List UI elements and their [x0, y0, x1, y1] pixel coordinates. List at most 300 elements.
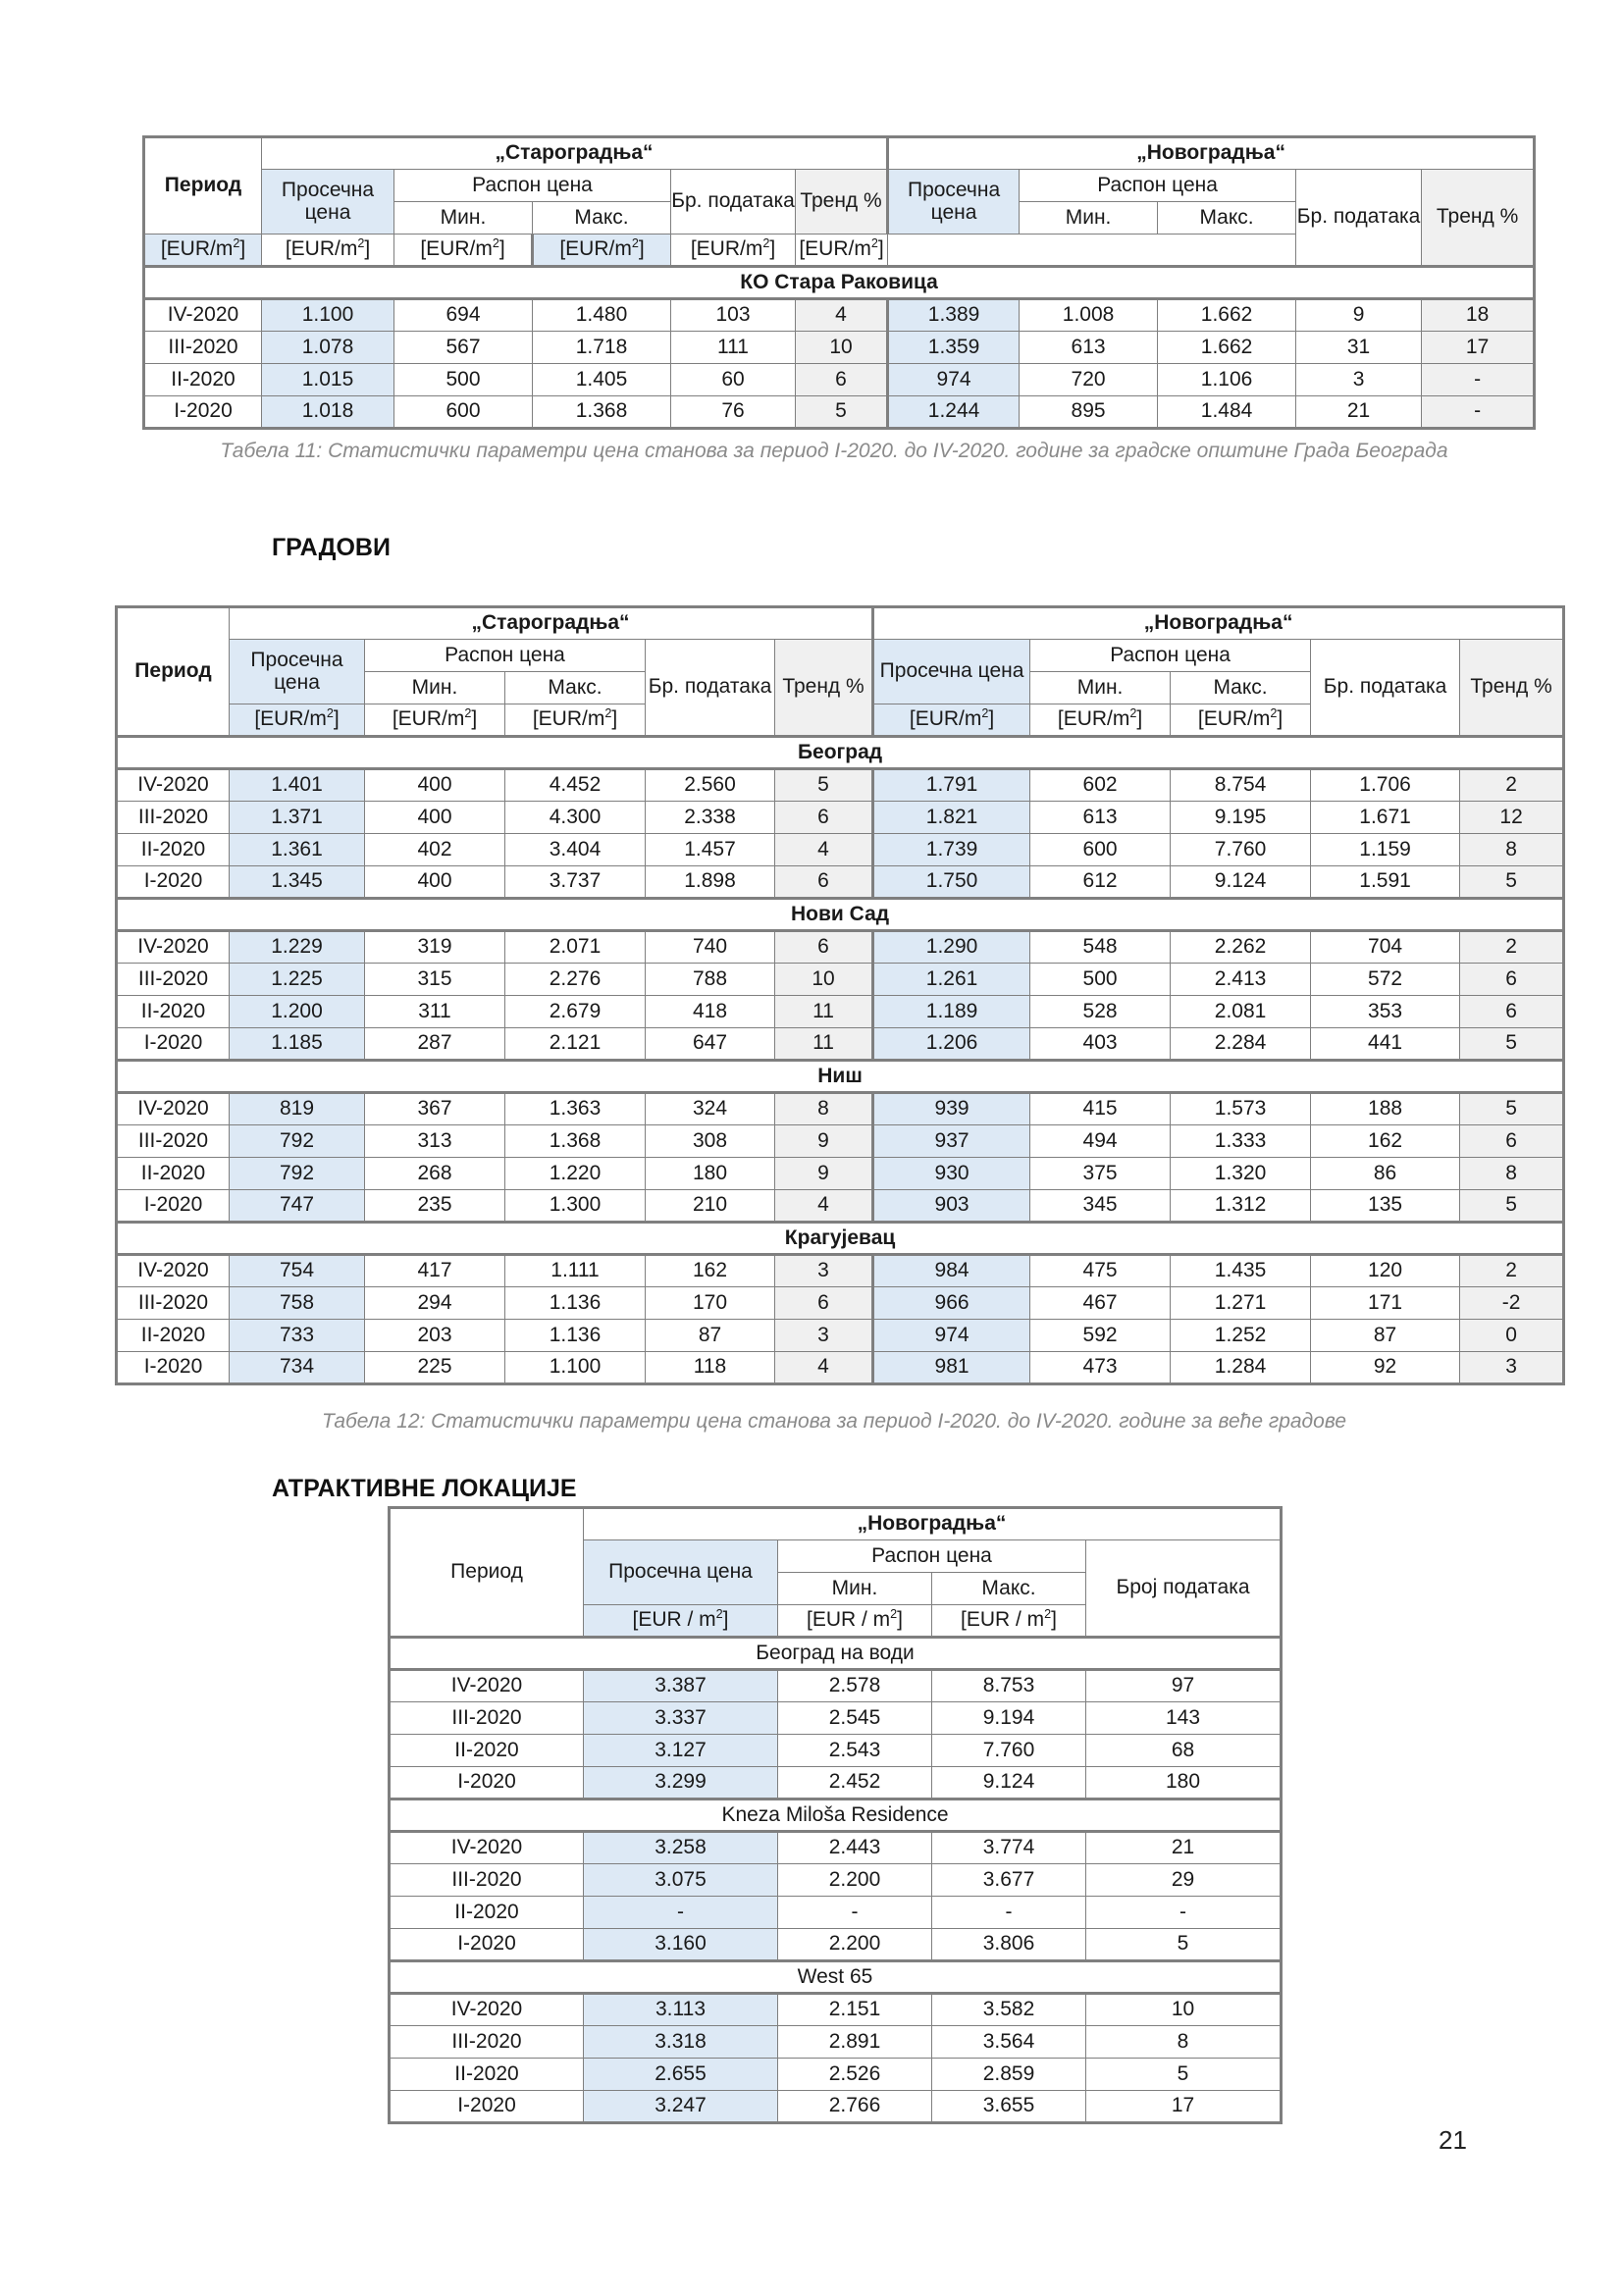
new-min-price-cell: 500 [1030, 964, 1171, 996]
new-min-price-cell: 720 [1020, 364, 1158, 396]
new-avg-price-cell: 903 [873, 1190, 1030, 1223]
old-max-price-cell: 3.404 [505, 834, 646, 866]
old-max-price-cell: 1.220 [505, 1158, 646, 1190]
new-count-cell: 31 [1296, 332, 1422, 364]
min-price-cell: 2.891 [778, 2026, 932, 2059]
unit-label: $[EUR/m^2]$ [505, 704, 646, 737]
period-cell: I-2020 [144, 396, 262, 429]
new-max-price-cell: 1.662 [1158, 299, 1296, 332]
section-header: West 65 [390, 1961, 1282, 1994]
new-count-cell: 441 [1311, 1028, 1460, 1061]
table-row [390, 1735, 1282, 1767]
min-price-cell: 2.200 [778, 1929, 932, 1961]
new-avg-price-cell: 1.389 [888, 299, 1020, 332]
new-max-price-cell: 2.284 [1171, 1028, 1311, 1061]
new-trend-cell: - [1422, 364, 1535, 396]
table-row [390, 1702, 1282, 1735]
new-count-cell: 1.706 [1311, 769, 1460, 802]
period-cell: III-2020 [390, 2026, 584, 2059]
new-max-price-cell: 1.106 [1158, 364, 1296, 396]
old-avg-price-cell: 1.345 [230, 866, 365, 899]
unit-label: $[EUR / m^2]$ [932, 1605, 1086, 1638]
new-max-price-cell: 1.484 [1158, 396, 1296, 429]
old-min-price-cell: 268 [365, 1158, 505, 1190]
max-price-cell: 9.194 [932, 1702, 1086, 1735]
new-trend-cell: 6 [1460, 996, 1564, 1028]
avg-price-cell: 3.337 [584, 1702, 778, 1735]
min-price-cell: 2.200 [778, 1864, 932, 1897]
old-count-cell: 418 [646, 996, 775, 1028]
old-trend-cell: 4 [775, 834, 873, 866]
max-header: Макс. [533, 202, 671, 235]
max-price-cell: 3.806 [932, 1929, 1086, 1961]
new-trend-cell: 2 [1460, 931, 1564, 964]
table-row [117, 1287, 1564, 1320]
table-row [117, 866, 1564, 899]
count-cell: 17 [1086, 2091, 1282, 2123]
min-price-cell: 2.151 [778, 1994, 932, 2026]
count-cell: 10 [1086, 1994, 1282, 2026]
new-max-price-cell: 8.754 [1171, 769, 1311, 802]
period-cell: III-2020 [117, 1125, 230, 1158]
min-header: Мин. [1030, 672, 1171, 704]
min-price-cell: 2.543 [778, 1735, 932, 1767]
unit-label: $[EUR/m^2]$ [394, 235, 533, 267]
new-trend-cell: 3 [1460, 1352, 1564, 1384]
max-price-cell: 9.124 [932, 1767, 1086, 1799]
avg-price-header: Просечна цена [262, 170, 394, 235]
old-max-price-cell: 1.405 [533, 364, 671, 396]
old-avg-price-cell: 1.371 [230, 802, 365, 834]
new-max-price-cell: 1.312 [1171, 1190, 1311, 1223]
period-cell: IV-2020 [390, 1670, 584, 1702]
max-header: Макс. [1171, 672, 1311, 704]
section-header: Београд на води [390, 1638, 1282, 1670]
old-count-cell: 162 [646, 1255, 775, 1287]
new-min-price-cell: 602 [1030, 769, 1171, 802]
new-min-price-cell: 475 [1030, 1255, 1171, 1287]
old-trend-cell: 6 [775, 866, 873, 899]
new-count-cell: 135 [1311, 1190, 1460, 1223]
old-max-price-cell: 4.452 [505, 769, 646, 802]
new-min-price-cell: 612 [1030, 866, 1171, 899]
table-row [117, 1158, 1564, 1190]
table-row [117, 931, 1564, 964]
table-12-caption: Табела 12: Статистички параметри цена станова за период I-2020. до IV-2020. године за веће градове [321, 1410, 1347, 1433]
old-count-cell: 76 [671, 396, 796, 429]
unit-label: $[EUR/m^2]$ [873, 704, 1030, 737]
table-row [117, 1352, 1564, 1384]
max-price-cell: 3.774 [932, 1832, 1086, 1864]
max-price-cell: 7.760 [932, 1735, 1086, 1767]
old-min-price-cell: 400 [365, 769, 505, 802]
avg-price-header: Просечна цена [584, 1540, 778, 1605]
section-header: Нови Сад [117, 899, 1564, 931]
price-range-header: Распон цена [1020, 170, 1296, 202]
old-avg-price-cell: 1.229 [230, 931, 365, 964]
min-price-cell: 2.545 [778, 1702, 932, 1735]
old-trend-cell: 10 [775, 964, 873, 996]
old-count-cell: 740 [646, 931, 775, 964]
count-cell: - [1086, 1897, 1282, 1929]
new-max-price-cell: 1.271 [1171, 1287, 1311, 1320]
avg-price-cell: 3.299 [584, 1767, 778, 1799]
table-row [117, 1028, 1564, 1061]
price-range-header: Распон цена [365, 640, 646, 672]
count-cell: 68 [1086, 1735, 1282, 1767]
old-trend-cell: 4 [796, 299, 888, 332]
new-count-cell: 1.671 [1311, 802, 1460, 834]
new-min-price-cell: 613 [1020, 332, 1158, 364]
old-count-cell: 324 [646, 1093, 775, 1125]
period-cell: III-2020 [117, 964, 230, 996]
price-range-header: Распон цена [778, 1540, 1086, 1573]
table-row [390, 1994, 1282, 2026]
new-trend-cell: 17 [1422, 332, 1535, 364]
old-count-cell: 2.338 [646, 802, 775, 834]
old-max-price-cell: 1.136 [505, 1320, 646, 1352]
new-max-price-cell: 1.320 [1171, 1158, 1311, 1190]
old-avg-price-cell: 1.200 [230, 996, 365, 1028]
period-cell: II-2020 [117, 1158, 230, 1190]
table-row [117, 1093, 1564, 1125]
new-min-price-cell: 473 [1030, 1352, 1171, 1384]
new-max-price-cell: 1.662 [1158, 332, 1296, 364]
table-row [390, 1832, 1282, 1864]
count-cell: 8 [1086, 2026, 1282, 2059]
avg-price-cell: 2.655 [584, 2059, 778, 2091]
old-avg-price-cell: 1.100 [262, 299, 394, 332]
count-cell: 143 [1086, 1702, 1282, 1735]
new-count-cell: 9 [1296, 299, 1422, 332]
min-header: Мин. [778, 1573, 932, 1605]
avg-price-cell: 3.318 [584, 2026, 778, 2059]
old-min-price-cell: 203 [365, 1320, 505, 1352]
new-avg-price-cell: 1.244 [888, 396, 1020, 429]
old-trend-cell: 11 [775, 1028, 873, 1061]
page-number: 21 [1439, 2125, 1467, 2155]
period-cell: II-2020 [117, 1320, 230, 1352]
new-max-price-cell: 1.284 [1171, 1352, 1311, 1384]
old-max-price-cell: 2.071 [505, 931, 646, 964]
new-build-header: „Новоградња“ [584, 1508, 1282, 1540]
old-min-price-cell: 294 [365, 1287, 505, 1320]
unit-label: $[EUR/m^2]$ [1171, 704, 1311, 737]
old-avg-price-cell: 1.018 [262, 396, 394, 429]
min-header: Мин. [1020, 202, 1158, 235]
new-max-price-cell: 1.573 [1171, 1093, 1311, 1125]
period-cell: III-2020 [117, 802, 230, 834]
new-count-cell: 162 [1311, 1125, 1460, 1158]
new-avg-price-cell: 1.189 [873, 996, 1030, 1028]
old-trend-cell: 11 [775, 996, 873, 1028]
min-price-cell: 2.452 [778, 1767, 932, 1799]
old-trend-cell: 5 [775, 769, 873, 802]
new-count-cell: 92 [1311, 1352, 1460, 1384]
count-header: Број података [1086, 1540, 1282, 1638]
max-price-cell: 3.655 [932, 2091, 1086, 2123]
old-min-price-cell: 313 [365, 1125, 505, 1158]
min-price-cell: 2.443 [778, 1832, 932, 1864]
table-11-caption: Табела 11: Статистички параметри цена станова за период I-2020. до IV-2020. године за градске општине Града Београда [220, 440, 1448, 462]
old-count-cell: 210 [646, 1190, 775, 1223]
old-trend-cell: 3 [775, 1320, 873, 1352]
table-row [117, 996, 1564, 1028]
count-cell: 180 [1086, 1767, 1282, 1799]
new-max-price-cell: 2.081 [1171, 996, 1311, 1028]
old-max-price-cell: 1.368 [505, 1125, 646, 1158]
new-trend-cell: 6 [1460, 1125, 1564, 1158]
max-header: Макс. [932, 1573, 1086, 1605]
table-11 [142, 135, 1536, 430]
max-header: Макс. [1158, 202, 1296, 235]
new-min-price-cell: 415 [1030, 1093, 1171, 1125]
new-trend-cell: 12 [1460, 802, 1564, 834]
table-row [117, 802, 1564, 834]
period-header: Период [117, 607, 230, 737]
table-row [144, 364, 1535, 396]
period-cell: III-2020 [144, 332, 262, 364]
old-max-price-cell: 3.737 [505, 866, 646, 899]
new-trend-cell: 5 [1460, 1190, 1564, 1223]
period-cell: II-2020 [117, 834, 230, 866]
old-min-price-cell: 600 [394, 396, 533, 429]
table-row [144, 299, 1535, 332]
unit-label: $[EUR/m^2]$ [365, 704, 505, 737]
new-build-header: „Новоградња“ [873, 607, 1564, 640]
new-trend-cell: 8 [1460, 834, 1564, 866]
period-cell: II-2020 [117, 996, 230, 1028]
count-cell: 5 [1086, 1929, 1282, 1961]
old-min-price-cell: 500 [394, 364, 533, 396]
new-min-price-cell: 1.008 [1020, 299, 1158, 332]
new-min-price-cell: 600 [1030, 834, 1171, 866]
period-cell: II-2020 [390, 1897, 584, 1929]
old-avg-price-cell: 758 [230, 1287, 365, 1320]
new-min-price-cell: 548 [1030, 931, 1171, 964]
new-count-cell: 171 [1311, 1287, 1460, 1320]
new-trend-cell: 5 [1460, 866, 1564, 899]
new-max-price-cell: 9.195 [1171, 802, 1311, 834]
min-price-cell: 2.578 [778, 1670, 932, 1702]
avg-price-header: Просечна цена [230, 640, 365, 704]
period-cell: IV-2020 [144, 299, 262, 332]
unit-label: $[EUR/m^2]$ [671, 235, 796, 267]
old-min-price-cell: 311 [365, 996, 505, 1028]
table-row [390, 1929, 1282, 1961]
old-max-price-cell: 1.111 [505, 1255, 646, 1287]
trend-header: Тренд % [775, 640, 873, 737]
new-avg-price-cell: 939 [873, 1093, 1030, 1125]
avg-price-cell: 3.127 [584, 1735, 778, 1767]
unit-label: $[EUR / m^2]$ [778, 1605, 932, 1638]
old-min-price-cell: 225 [365, 1352, 505, 1384]
min-header: Мин. [365, 672, 505, 704]
old-trend-cell: 4 [775, 1190, 873, 1223]
trend-header: Тренд % [1422, 170, 1535, 267]
avg-price-cell: 3.075 [584, 1864, 778, 1897]
heading-attractive-locations: АТРАКТИВНЕ ЛОКАЦИЈЕ [272, 1475, 577, 1502]
new-trend-cell: 18 [1422, 299, 1535, 332]
new-min-price-cell: 345 [1030, 1190, 1171, 1223]
avg-price-cell: 3.387 [584, 1670, 778, 1702]
avg-price-cell: - [584, 1897, 778, 1929]
new-trend-cell: 8 [1460, 1158, 1564, 1190]
old-max-price-cell: 4.300 [505, 802, 646, 834]
new-trend-cell: - [1422, 396, 1535, 429]
new-build-header: „Новоградња“ [888, 137, 1535, 170]
old-avg-price-cell: 1.361 [230, 834, 365, 866]
table-row [390, 2091, 1282, 2123]
new-trend-cell: 5 [1460, 1093, 1564, 1125]
table-12 [115, 605, 1565, 1385]
old-count-cell: 1.898 [646, 866, 775, 899]
new-max-price-cell: 9.124 [1171, 866, 1311, 899]
period-cell: IV-2020 [117, 769, 230, 802]
max-price-cell: 3.582 [932, 1994, 1086, 2026]
new-avg-price-cell: 981 [873, 1352, 1030, 1384]
new-min-price-cell: 895 [1020, 396, 1158, 429]
new-min-price-cell: 613 [1030, 802, 1171, 834]
new-avg-price-cell: 974 [873, 1320, 1030, 1352]
new-avg-price-cell: 930 [873, 1158, 1030, 1190]
old-avg-price-cell: 733 [230, 1320, 365, 1352]
table-row [390, 2026, 1282, 2059]
trend-header: Тренд % [796, 170, 888, 235]
new-count-cell: 188 [1311, 1093, 1460, 1125]
new-trend-cell: -2 [1460, 1287, 1564, 1320]
old-min-price-cell: 367 [365, 1093, 505, 1125]
new-min-price-cell: 467 [1030, 1287, 1171, 1320]
new-avg-price-cell: 1.359 [888, 332, 1020, 364]
price-range-header: Распон цена [1030, 640, 1311, 672]
old-max-price-cell: 2.121 [505, 1028, 646, 1061]
table-row [144, 332, 1535, 364]
old-avg-price-cell: 1.401 [230, 769, 365, 802]
period-cell: I-2020 [390, 1767, 584, 1799]
old-trend-cell: 6 [775, 931, 873, 964]
old-avg-price-cell: 754 [230, 1255, 365, 1287]
unit-label: $[EUR/m^2]$ [1030, 704, 1171, 737]
new-avg-price-cell: 1.261 [873, 964, 1030, 996]
new-avg-price-cell: 984 [873, 1255, 1030, 1287]
table-row [117, 1125, 1564, 1158]
old-max-price-cell: 2.276 [505, 964, 646, 996]
table-row [117, 834, 1564, 866]
heading-cities: ГРАДОВИ [272, 534, 391, 561]
old-avg-price-cell: 792 [230, 1158, 365, 1190]
table-row [144, 396, 1535, 429]
new-min-price-cell: 592 [1030, 1320, 1171, 1352]
old-avg-price-cell: 792 [230, 1125, 365, 1158]
new-trend-cell: 2 [1460, 769, 1564, 802]
period-cell: III-2020 [117, 1287, 230, 1320]
old-build-header: „Староградња“ [262, 137, 888, 170]
new-avg-price-cell: 974 [888, 364, 1020, 396]
new-count-cell: 1.591 [1311, 866, 1460, 899]
period-cell: I-2020 [117, 1028, 230, 1061]
new-avg-price-cell: 1.821 [873, 802, 1030, 834]
old-trend-cell: 3 [775, 1255, 873, 1287]
old-avg-price-cell: 1.225 [230, 964, 365, 996]
old-min-price-cell: 287 [365, 1028, 505, 1061]
table-row [117, 1190, 1564, 1223]
table-row [117, 964, 1564, 996]
new-trend-cell: 6 [1460, 964, 1564, 996]
new-avg-price-cell: 1.206 [873, 1028, 1030, 1061]
period-cell: I-2020 [390, 2091, 584, 2123]
new-count-cell: 21 [1296, 396, 1422, 429]
avg-price-header: Просечна цена [888, 170, 1020, 235]
old-trend-cell: 9 [775, 1125, 873, 1158]
unit-label: $[EUR / m^2]$ [584, 1605, 778, 1638]
count-header: Бр. података [646, 640, 775, 737]
section-header: Крагујевац [117, 1223, 1564, 1255]
unit-label: $[EUR/m^2]$ [230, 704, 365, 737]
old-count-cell: 180 [646, 1158, 775, 1190]
new-max-price-cell: 7.760 [1171, 834, 1311, 866]
old-build-header: „Староградња“ [230, 607, 873, 640]
old-max-price-cell: 1.300 [505, 1190, 646, 1223]
old-max-price-cell: 1.718 [533, 332, 671, 364]
count-header: Бр. података [1311, 640, 1460, 737]
old-max-price-cell: 1.363 [505, 1093, 646, 1125]
old-count-cell: 103 [671, 299, 796, 332]
old-count-cell: 788 [646, 964, 775, 996]
trend-header: Тренд % [1460, 640, 1564, 737]
unit-label: $[EUR/m^2]$ [144, 235, 262, 267]
period-cell: III-2020 [390, 1702, 584, 1735]
count-header: Бр. података [671, 170, 796, 235]
old-min-price-cell: 400 [365, 866, 505, 899]
period-cell: III-2020 [390, 1864, 584, 1897]
period-cell: I-2020 [117, 866, 230, 899]
old-avg-price-cell: 1.078 [262, 332, 394, 364]
old-trend-cell: 9 [775, 1158, 873, 1190]
old-trend-cell: 5 [796, 396, 888, 429]
new-min-price-cell: 494 [1030, 1125, 1171, 1158]
new-trend-cell: 5 [1460, 1028, 1564, 1061]
old-count-cell: 2.560 [646, 769, 775, 802]
period-cell: I-2020 [117, 1352, 230, 1384]
old-max-price-cell: 1.100 [505, 1352, 646, 1384]
period-header: Период [390, 1508, 584, 1638]
period-cell: IV-2020 [390, 1832, 584, 1864]
old-avg-price-cell: 747 [230, 1190, 365, 1223]
table-row [117, 1255, 1564, 1287]
new-count-cell: 1.159 [1311, 834, 1460, 866]
count-cell: 97 [1086, 1670, 1282, 1702]
max-price-cell: 3.677 [932, 1864, 1086, 1897]
old-min-price-cell: 315 [365, 964, 505, 996]
table-row [390, 1670, 1282, 1702]
new-max-price-cell: 2.262 [1171, 931, 1311, 964]
section-header: Kneza Miloša Residence [390, 1799, 1282, 1832]
section-header: Београд [117, 737, 1564, 769]
old-max-price-cell: 1.480 [533, 299, 671, 332]
max-price-cell: 2.859 [932, 2059, 1086, 2091]
max-price-cell: 8.753 [932, 1670, 1086, 1702]
section-header: Ниш [117, 1061, 1564, 1093]
avg-price-cell: 3.160 [584, 1929, 778, 1961]
period-cell: II-2020 [144, 364, 262, 396]
unit-label: $[EUR/m^2]$ [262, 235, 394, 267]
old-count-cell: 1.457 [646, 834, 775, 866]
new-max-price-cell: 1.252 [1171, 1320, 1311, 1352]
old-min-price-cell: 235 [365, 1190, 505, 1223]
old-avg-price-cell: 819 [230, 1093, 365, 1125]
new-min-price-cell: 403 [1030, 1028, 1171, 1061]
